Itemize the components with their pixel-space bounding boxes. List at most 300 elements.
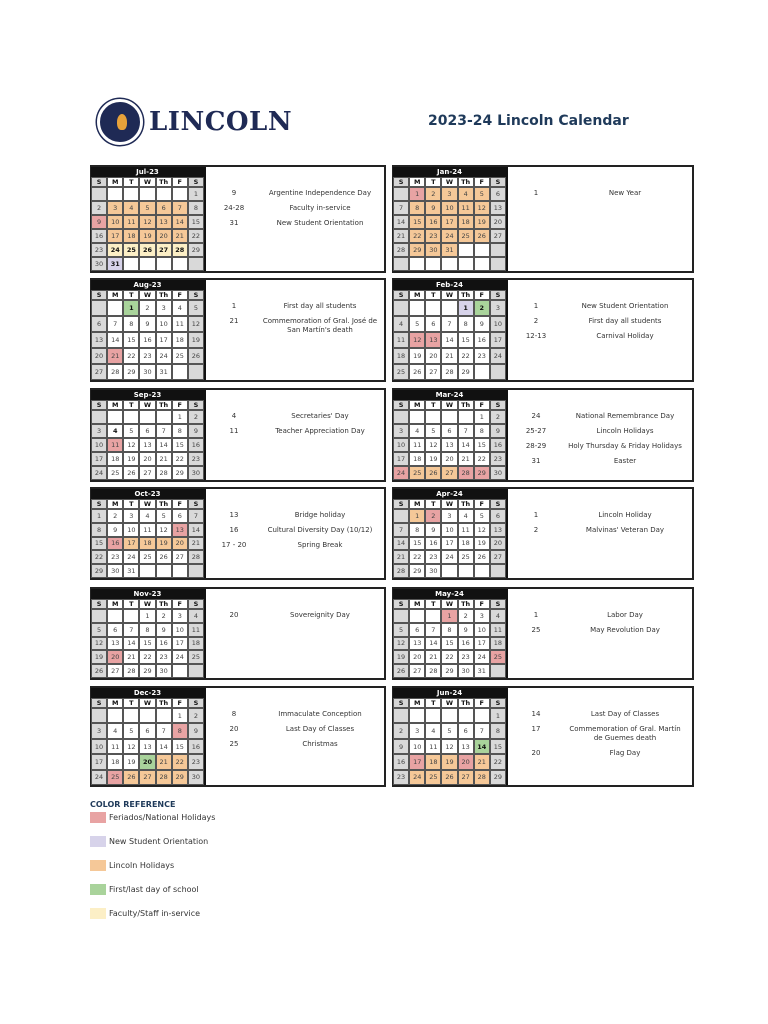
day-cell: 25 bbox=[490, 650, 506, 664]
weekday-label: W bbox=[441, 400, 457, 410]
day-cell: 27 bbox=[172, 550, 188, 564]
weekday-label: W bbox=[139, 177, 155, 187]
empty-cell bbox=[91, 410, 107, 424]
note-item bbox=[508, 725, 692, 743]
day-cell: 1 bbox=[139, 609, 155, 623]
week-row bbox=[393, 332, 506, 348]
school-logo bbox=[97, 99, 292, 145]
month-title: Sep-23 bbox=[91, 390, 204, 400]
empty-cell bbox=[107, 410, 123, 424]
month-grid bbox=[90, 589, 206, 678]
week-row bbox=[393, 187, 506, 201]
week-row bbox=[91, 229, 204, 243]
day-cell: 9 bbox=[188, 424, 204, 438]
note-text: Immaculate Conception bbox=[278, 710, 362, 718]
day-cell: 6 bbox=[441, 424, 457, 438]
empty-cell bbox=[474, 243, 490, 257]
day-cell: 15 bbox=[409, 537, 425, 551]
empty-cell bbox=[172, 257, 188, 271]
day-cell: 12 bbox=[156, 523, 172, 537]
note-date: 24-28 bbox=[223, 204, 245, 213]
note-item bbox=[508, 611, 692, 620]
month-grid bbox=[392, 167, 508, 271]
day-cell: 29 bbox=[490, 770, 506, 785]
day-cell: 3 bbox=[441, 509, 457, 523]
note-text: Lincoln Holidays bbox=[596, 427, 654, 436]
note-item bbox=[206, 611, 384, 620]
week-row bbox=[393, 754, 506, 769]
day-cell: 19 bbox=[188, 332, 204, 348]
note-text: Secretaries' Day bbox=[291, 412, 349, 420]
week-row bbox=[393, 229, 506, 243]
day-cell: 12 bbox=[409, 332, 425, 348]
day-cell: 27 bbox=[107, 664, 123, 678]
month-title: Dec-23 bbox=[91, 688, 204, 698]
week-row bbox=[91, 523, 204, 537]
weekday-label: S bbox=[490, 599, 506, 609]
day-cell: 31 bbox=[123, 564, 139, 578]
empty-cell bbox=[458, 564, 474, 578]
month-grid bbox=[90, 688, 206, 785]
day-cell: 30 bbox=[188, 466, 204, 480]
empty-cell bbox=[393, 300, 409, 316]
day-cell: 3 bbox=[156, 300, 172, 316]
empty-cell bbox=[123, 187, 139, 201]
day-cell: 5 bbox=[156, 509, 172, 523]
weekday-label: T bbox=[123, 698, 139, 708]
note-date: 31 bbox=[531, 457, 541, 466]
weekday-header bbox=[91, 599, 204, 609]
day-cell: 1 bbox=[474, 410, 490, 424]
empty-cell bbox=[139, 187, 155, 201]
day-cell: 9 bbox=[91, 215, 107, 229]
note-text: Holy Thursday & Friday Holidays bbox=[568, 442, 682, 451]
weekday-label: M bbox=[409, 400, 425, 410]
month-block bbox=[392, 388, 694, 482]
day-cell: 28 bbox=[458, 466, 474, 480]
day-cell: 2 bbox=[188, 708, 204, 723]
day-cell: 13 bbox=[490, 201, 506, 215]
legend-label: New Student Orientation bbox=[109, 836, 209, 846]
day-cell: 14 bbox=[441, 332, 457, 348]
day-cell: 22 bbox=[441, 650, 457, 664]
day-cell: 18 bbox=[458, 215, 474, 229]
empty-cell bbox=[156, 410, 172, 424]
day-cell: 15 bbox=[474, 438, 490, 452]
day-cell: 4 bbox=[188, 609, 204, 623]
note-date: 21 bbox=[229, 317, 239, 326]
logo-text: LINCOLN bbox=[149, 107, 293, 137]
empty-cell bbox=[172, 664, 188, 678]
day-cell: 7 bbox=[393, 523, 409, 537]
empty-cell bbox=[441, 564, 457, 578]
weekday-label: Th bbox=[458, 177, 474, 187]
day-cell: 4 bbox=[123, 201, 139, 215]
day-cell: 22 bbox=[490, 754, 506, 769]
note-text: May Revolution Day bbox=[590, 626, 660, 635]
day-cell: 10 bbox=[91, 438, 107, 452]
day-cell: 13 bbox=[425, 332, 441, 348]
month-grid bbox=[90, 167, 206, 271]
day-cell: 22 bbox=[409, 550, 425, 564]
day-cell: 7 bbox=[425, 623, 441, 637]
note-text: Christmas bbox=[302, 740, 338, 749]
day-cell: 28 bbox=[474, 770, 490, 785]
day-cell: 3 bbox=[172, 609, 188, 623]
day-cell: 3 bbox=[123, 509, 139, 523]
day-cell: 23 bbox=[156, 650, 172, 664]
week-row bbox=[393, 564, 506, 578]
month-block bbox=[392, 278, 694, 382]
day-cell: 16 bbox=[458, 637, 474, 651]
day-cell: 18 bbox=[107, 452, 123, 466]
empty-cell bbox=[425, 708, 441, 723]
day-cell: 9 bbox=[490, 424, 506, 438]
weekday-header bbox=[393, 400, 506, 410]
day-cell: 25 bbox=[409, 466, 425, 480]
day-cell: 24 bbox=[156, 348, 172, 364]
weekday-label: Th bbox=[458, 290, 474, 300]
weekday-header bbox=[393, 698, 506, 708]
weekday-label: T bbox=[123, 177, 139, 187]
day-cell: 17 bbox=[156, 332, 172, 348]
weekday-label: S bbox=[490, 290, 506, 300]
note-item bbox=[206, 302, 384, 311]
day-cell: 3 bbox=[393, 424, 409, 438]
day-cell: 22 bbox=[409, 229, 425, 243]
day-cell: 26 bbox=[156, 550, 172, 564]
day-cell: 14 bbox=[156, 739, 172, 754]
weekday-label: F bbox=[474, 698, 490, 708]
note-item bbox=[206, 725, 384, 734]
empty-cell bbox=[156, 257, 172, 271]
day-cell: 24 bbox=[409, 770, 425, 785]
weekday-label: S bbox=[393, 177, 409, 187]
month-title: Oct-23 bbox=[91, 489, 204, 499]
day-cell: 23 bbox=[425, 229, 441, 243]
weekday-label: S bbox=[188, 290, 204, 300]
note-date: 4 bbox=[231, 412, 237, 420]
day-cell: 22 bbox=[458, 348, 474, 364]
month-title: Apr-24 bbox=[393, 489, 506, 499]
note-text: First day all students bbox=[283, 302, 357, 310]
weekday-label: S bbox=[91, 177, 107, 187]
week-row bbox=[393, 509, 506, 523]
week-row bbox=[91, 770, 204, 785]
weekday-label: W bbox=[441, 698, 457, 708]
day-cell: 9 bbox=[458, 623, 474, 637]
empty-cell bbox=[91, 300, 107, 316]
day-cell: 8 bbox=[172, 424, 188, 438]
day-cell: 1 bbox=[409, 187, 425, 201]
day-cell: 18 bbox=[393, 348, 409, 364]
day-cell: 15 bbox=[441, 637, 457, 651]
empty-cell bbox=[188, 564, 204, 578]
day-cell: 2 bbox=[474, 300, 490, 316]
month-block bbox=[90, 165, 386, 273]
day-cell: 20 bbox=[139, 754, 155, 769]
weekday-header bbox=[91, 177, 204, 187]
day-cell: 11 bbox=[490, 623, 506, 637]
day-cell: 23 bbox=[139, 348, 155, 364]
empty-cell bbox=[107, 300, 123, 316]
day-cell: 20 bbox=[458, 754, 474, 769]
month-notes bbox=[206, 489, 384, 578]
day-cell: 29 bbox=[139, 664, 155, 678]
weekday-label: Th bbox=[458, 599, 474, 609]
day-cell: 30 bbox=[156, 664, 172, 678]
weekday-label: T bbox=[425, 499, 441, 509]
day-cell: 9 bbox=[188, 723, 204, 738]
month-title: Jan-24 bbox=[393, 167, 506, 177]
note-text: New Year bbox=[608, 189, 642, 197]
weekday-label: F bbox=[474, 599, 490, 609]
day-cell: 19 bbox=[474, 215, 490, 229]
day-cell: 10 bbox=[156, 316, 172, 332]
empty-cell bbox=[107, 609, 123, 623]
day-cell: 31 bbox=[474, 664, 490, 678]
day-cell: 20 bbox=[490, 215, 506, 229]
day-cell: 16 bbox=[425, 215, 441, 229]
day-cell: 14 bbox=[393, 215, 409, 229]
day-cell: 18 bbox=[139, 537, 155, 551]
day-cell: 10 bbox=[409, 739, 425, 754]
empty-cell bbox=[172, 364, 188, 380]
empty-cell bbox=[490, 257, 506, 271]
legend-label: Lincoln Holidays bbox=[109, 860, 175, 870]
weekday-label: S bbox=[490, 499, 506, 509]
weekday-label: F bbox=[474, 290, 490, 300]
legend-item bbox=[90, 859, 215, 871]
day-cell: 3 bbox=[91, 723, 107, 738]
empty-cell bbox=[91, 609, 107, 623]
day-cell: 22 bbox=[91, 550, 107, 564]
legend-item bbox=[90, 835, 215, 847]
day-cell: 2 bbox=[139, 300, 155, 316]
day-cell: 8 bbox=[91, 523, 107, 537]
day-cell: 30 bbox=[91, 257, 107, 271]
note-item bbox=[206, 412, 384, 421]
day-cell: 15 bbox=[91, 537, 107, 551]
day-cell: 14 bbox=[107, 332, 123, 348]
weekday-label: M bbox=[107, 177, 123, 187]
weekday-label: T bbox=[425, 599, 441, 609]
note-item bbox=[206, 511, 384, 520]
weekday-label: Th bbox=[156, 177, 172, 187]
month-notes bbox=[206, 589, 384, 678]
day-cell: 31 bbox=[156, 364, 172, 380]
day-cell: 1 bbox=[490, 708, 506, 723]
weekday-label: S bbox=[393, 698, 409, 708]
day-cell: 23 bbox=[490, 452, 506, 466]
day-cell: 11 bbox=[107, 438, 123, 452]
week-row bbox=[393, 215, 506, 229]
day-cell: 26 bbox=[393, 664, 409, 678]
month-block bbox=[90, 487, 386, 580]
note-date: 25-27 bbox=[525, 427, 547, 436]
legend-swatch bbox=[90, 884, 106, 895]
day-cell: 20 bbox=[107, 650, 123, 664]
weekday-header bbox=[91, 698, 204, 708]
weekday-label: F bbox=[172, 698, 188, 708]
day-cell: 26 bbox=[409, 364, 425, 380]
day-cell: 16 bbox=[490, 438, 506, 452]
day-cell: 6 bbox=[490, 509, 506, 523]
weekday-label: S bbox=[188, 177, 204, 187]
day-cell: 4 bbox=[490, 609, 506, 623]
month-notes bbox=[206, 280, 384, 380]
weekday-label: M bbox=[107, 400, 123, 410]
note-date: 8 bbox=[231, 710, 237, 718]
legend-title: COLOR REFERENCE bbox=[90, 800, 176, 809]
note-item bbox=[206, 204, 384, 213]
week-row bbox=[91, 650, 204, 664]
empty-cell bbox=[139, 257, 155, 271]
weekday-label: T bbox=[425, 290, 441, 300]
note-date: 31 bbox=[229, 219, 239, 228]
week-row bbox=[91, 723, 204, 738]
note-text: Commemoration of Gral. José de San Martín's death bbox=[262, 317, 378, 335]
day-cell: 18 bbox=[123, 229, 139, 243]
week-row bbox=[91, 215, 204, 229]
day-cell: 13 bbox=[91, 332, 107, 348]
month-notes bbox=[508, 390, 692, 480]
month-block bbox=[392, 587, 694, 680]
note-date: 1 bbox=[533, 511, 539, 519]
day-cell: 22 bbox=[172, 754, 188, 769]
day-cell: 6 bbox=[91, 316, 107, 332]
empty-cell bbox=[393, 187, 409, 201]
day-cell: 30 bbox=[425, 564, 441, 578]
day-cell: 20 bbox=[425, 348, 441, 364]
week-row bbox=[91, 201, 204, 215]
day-cell: 11 bbox=[393, 332, 409, 348]
note-text: Labor Day bbox=[607, 611, 643, 619]
page-title: 2023-24 Lincoln Calendar bbox=[428, 113, 629, 129]
day-cell: 19 bbox=[409, 348, 425, 364]
day-cell: 22 bbox=[139, 650, 155, 664]
day-cell: 5 bbox=[123, 723, 139, 738]
weekday-label: M bbox=[409, 698, 425, 708]
weekday-label: M bbox=[107, 499, 123, 509]
note-date: 2 bbox=[533, 526, 539, 535]
day-cell: 26 bbox=[425, 466, 441, 480]
day-cell: 26 bbox=[91, 664, 107, 678]
week-row bbox=[91, 664, 204, 678]
day-cell: 25 bbox=[393, 364, 409, 380]
note-text: Last Day of Classes bbox=[285, 725, 355, 734]
day-cell: 28 bbox=[393, 564, 409, 578]
weekday-label: S bbox=[490, 698, 506, 708]
weekday-label: Th bbox=[156, 400, 172, 410]
day-cell: 24 bbox=[441, 550, 457, 564]
legend-swatch bbox=[90, 836, 106, 847]
day-cell: 19 bbox=[425, 452, 441, 466]
day-cell: 8 bbox=[139, 623, 155, 637]
day-cell: 4 bbox=[458, 509, 474, 523]
day-cell: 26 bbox=[188, 348, 204, 364]
weekday-label: Th bbox=[458, 400, 474, 410]
day-cell: 24 bbox=[91, 770, 107, 785]
note-text: Malvinas' Veteran Day bbox=[585, 526, 665, 535]
weekday-label: S bbox=[393, 290, 409, 300]
day-cell: 4 bbox=[139, 509, 155, 523]
note-item bbox=[206, 740, 384, 749]
day-cell: 30 bbox=[458, 664, 474, 678]
note-item bbox=[206, 219, 384, 228]
day-cell: 28 bbox=[393, 243, 409, 257]
week-row bbox=[91, 537, 204, 551]
weekday-label: S bbox=[91, 400, 107, 410]
empty-cell bbox=[490, 564, 506, 578]
empty-cell bbox=[409, 708, 425, 723]
day-cell: 14 bbox=[458, 438, 474, 452]
day-cell: 8 bbox=[474, 424, 490, 438]
day-cell: 4 bbox=[393, 316, 409, 332]
day-cell: 28 bbox=[156, 770, 172, 785]
day-cell: 13 bbox=[458, 739, 474, 754]
weekday-label: W bbox=[139, 599, 155, 609]
empty-cell bbox=[425, 300, 441, 316]
weekday-header bbox=[393, 177, 506, 187]
note-text: Last Day of Classes bbox=[590, 710, 660, 718]
day-cell: 17 bbox=[441, 215, 457, 229]
day-cell: 12 bbox=[91, 637, 107, 651]
day-cell: 28 bbox=[425, 664, 441, 678]
note-text: Sovereignity Day bbox=[290, 611, 350, 619]
day-cell: 26 bbox=[474, 229, 490, 243]
day-cell: 11 bbox=[458, 523, 474, 537]
day-cell: 9 bbox=[474, 316, 490, 332]
day-cell: 14 bbox=[474, 739, 490, 754]
weekday-label: S bbox=[91, 599, 107, 609]
note-date: 1 bbox=[533, 611, 539, 619]
week-row bbox=[91, 509, 204, 523]
legend-label: Faculty/Staff in-service bbox=[109, 908, 201, 918]
week-row bbox=[91, 364, 204, 380]
note-item bbox=[508, 442, 692, 451]
note-date: 20 bbox=[531, 749, 541, 758]
day-cell: 16 bbox=[474, 332, 490, 348]
empty-cell bbox=[490, 364, 506, 380]
weekday-header bbox=[91, 400, 204, 410]
day-cell: 18 bbox=[107, 754, 123, 769]
day-cell: 22 bbox=[172, 452, 188, 466]
day-cell: 10 bbox=[107, 215, 123, 229]
day-cell: 28 bbox=[172, 243, 188, 257]
day-cell: 8 bbox=[188, 201, 204, 215]
day-cell: 14 bbox=[123, 637, 139, 651]
day-cell: 7 bbox=[474, 723, 490, 738]
month-block bbox=[90, 388, 386, 482]
day-cell: 13 bbox=[172, 523, 188, 537]
week-row bbox=[393, 452, 506, 466]
note-date: 14 bbox=[531, 710, 541, 718]
day-cell: 2 bbox=[490, 410, 506, 424]
day-cell: 12 bbox=[474, 523, 490, 537]
note-item bbox=[206, 427, 384, 436]
month-grid bbox=[392, 390, 508, 480]
day-cell: 21 bbox=[156, 452, 172, 466]
day-cell: 27 bbox=[458, 770, 474, 785]
day-cell: 7 bbox=[188, 509, 204, 523]
week-row bbox=[393, 623, 506, 637]
note-date: 9 bbox=[231, 189, 237, 197]
empty-cell bbox=[393, 257, 409, 271]
empty-cell bbox=[409, 609, 425, 623]
month-block bbox=[90, 278, 386, 382]
day-cell: 14 bbox=[393, 537, 409, 551]
